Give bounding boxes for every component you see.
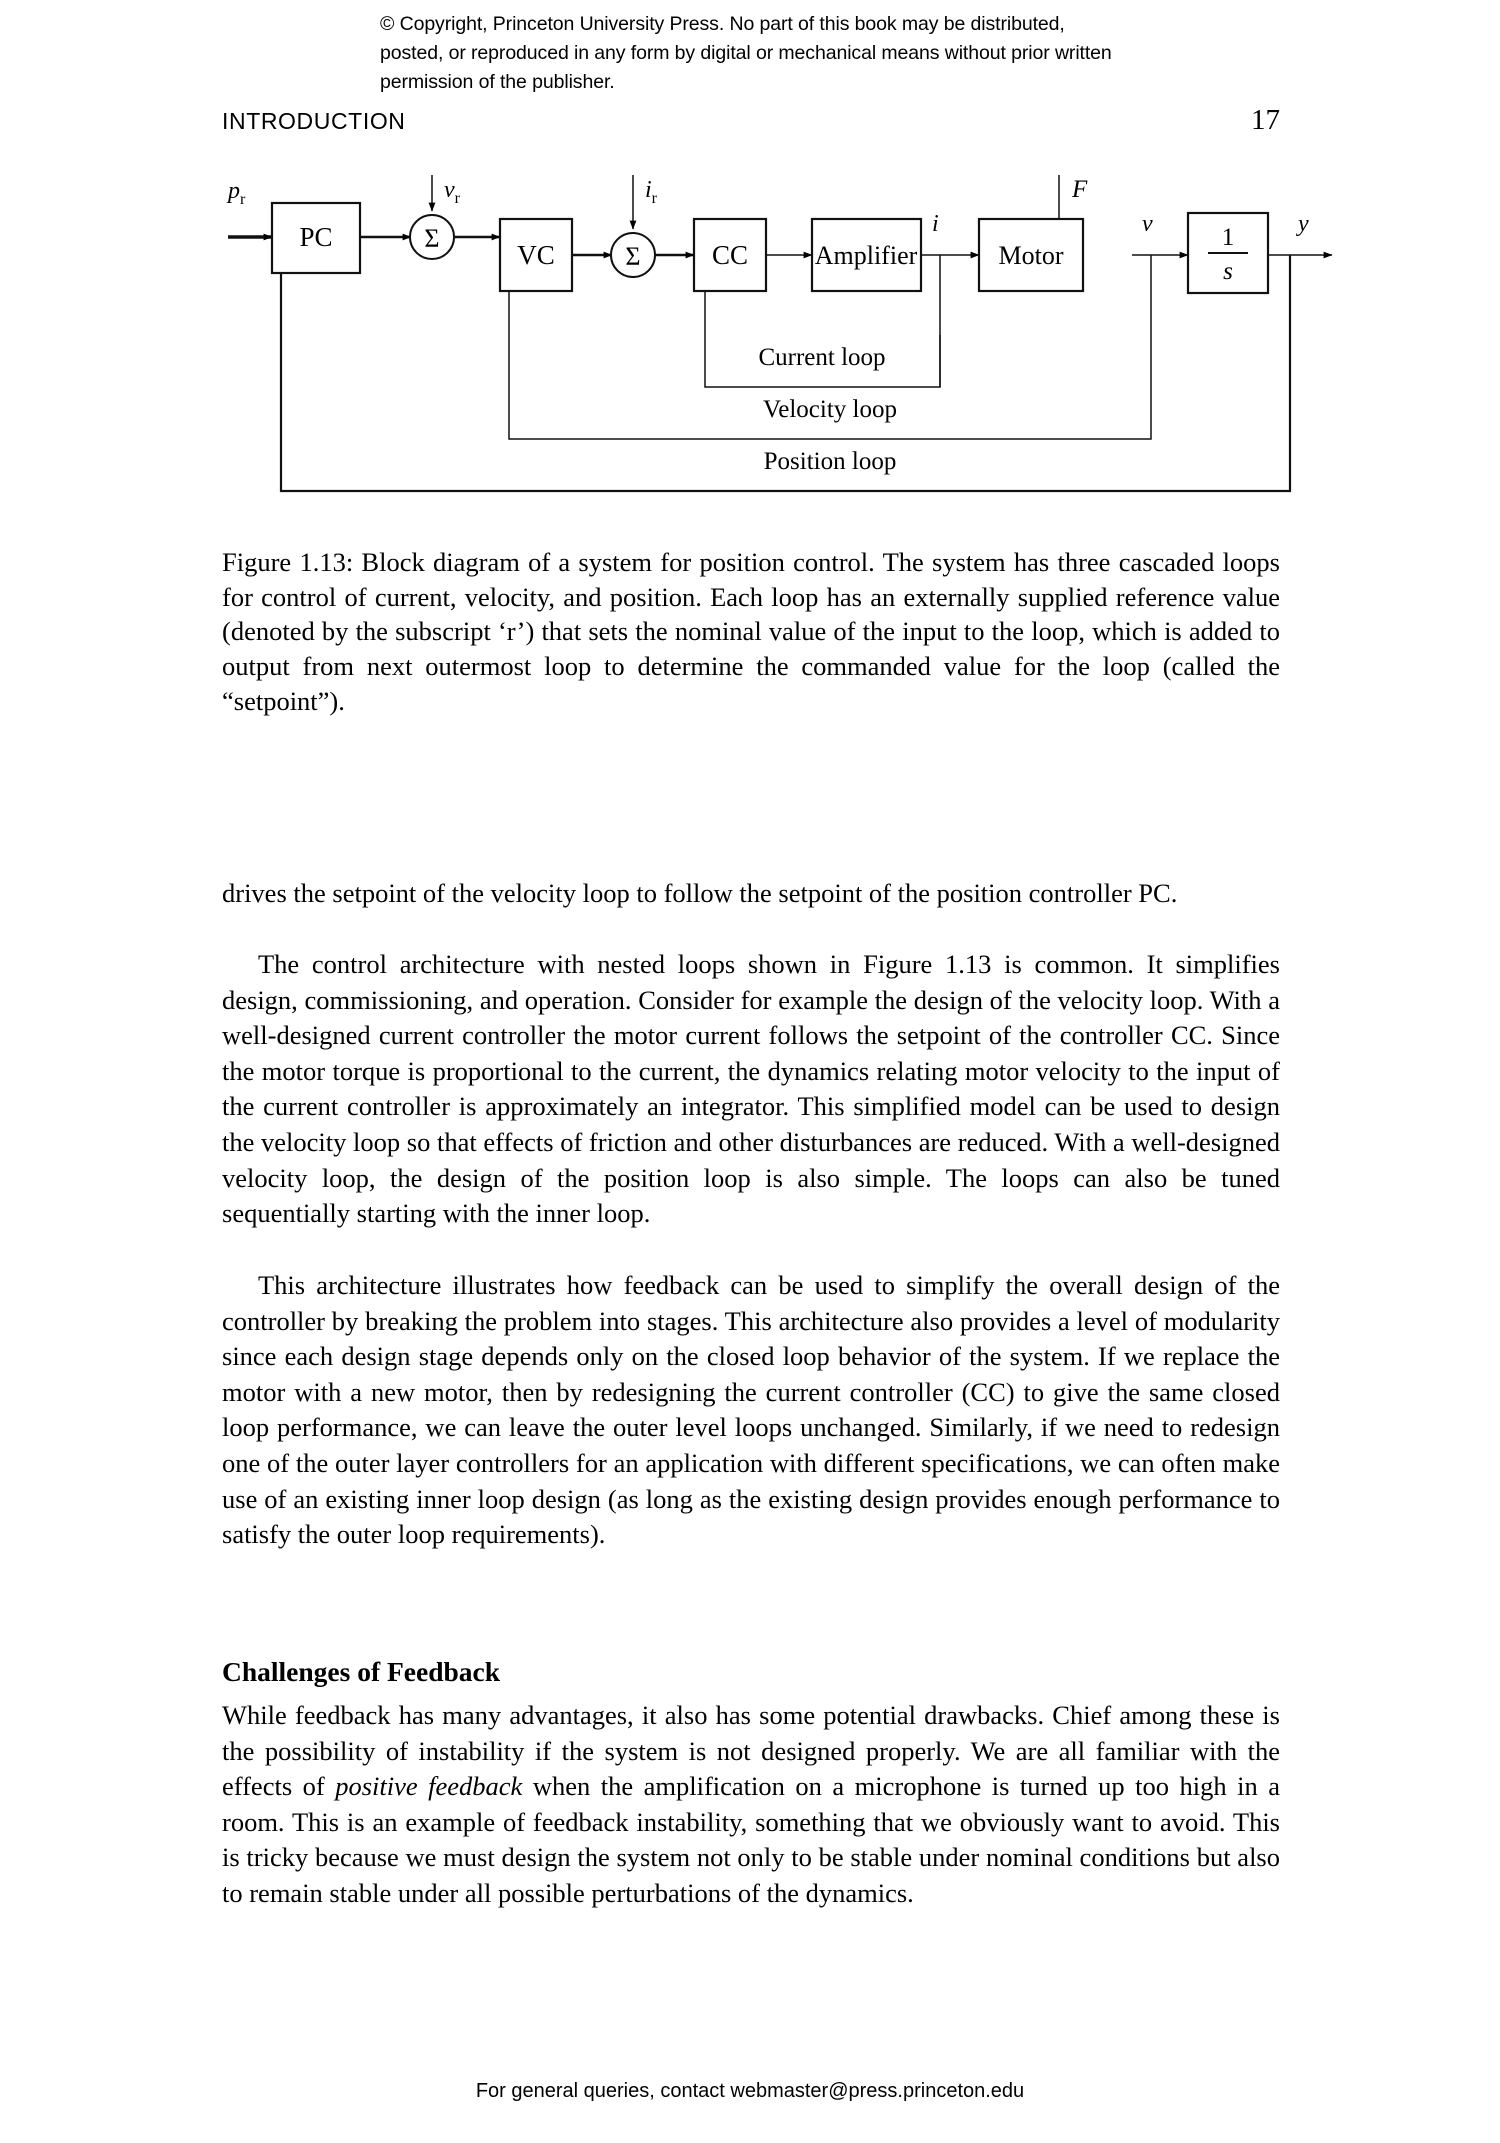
signal-label-velocity-reference: $v_r$	[444, 177, 460, 207]
block-vc	[500, 219, 572, 291]
block-pc-label: PC	[299, 222, 333, 252]
block-integrator	[1188, 213, 1268, 293]
paragraph-text: The control architecture with nested loops shown in Figure 1.13 is common. It simplifies design, commissioning, and operation. Consider for example the design of the velocity loop. With a well-designed current controller the motor current follows the setpoint of the controller CC. Since the motor torque is proportional to the current, the dynamics relating motor velocity to the input of the current controller is approximately an integrator. This simplified model can be used to design the velocity loop so that effects of friction and other disturbances are reduced. With a well-designed velocity loop, the design of the position loop is also simple. The loops can also be tuned sequentially starting with the inner loop.	[222, 949, 1280, 1229]
integrator-numerator: 1	[1221, 224, 1235, 251]
loop-label-position: Position loop	[763, 448, 897, 475]
footer-queries-notice: For general queries, contact webmaster@press.princeton.edu	[475, 2080, 1025, 2102]
signal-label-disturbance-force: F	[1072, 176, 1088, 203]
signal-label-output: y	[1298, 211, 1309, 237]
integrator-denominator: s	[1223, 258, 1233, 285]
block-vc-label: VC	[517, 240, 555, 270]
block-pc	[272, 203, 360, 273]
body-paragraph-1	[222, 876, 1280, 912]
loop-label-velocity: Velocity loop	[762, 396, 898, 423]
block-cc-label: CC	[711, 240, 749, 270]
paragraph-text-part-1: While feedback has many advantages, it also has some potential drawbacks. Chief among these is the possibility of instability if the system is not designed properly. We are all familiar with the effects of	[222, 1700, 1280, 1802]
block-motor	[979, 219, 1083, 291]
figure-caption: Figure 1.13: Block diagram of a system for position control. The system has three cascaded loops for control of current, velocity, and position. Each loop has an externally supplied reference value (denoted by the subscript ‘r’) that sets the nominal value of the input to the loop, which is added to output from next outermost loop to determine the commanded value for the loop (called the “setpoint”).	[222, 547, 1280, 716]
paragraph-text: drives the setpoint of the velocity loop to follow the setpoint of the position controller PC.	[222, 878, 1178, 908]
body-paragraph-4	[222, 1698, 1280, 1912]
copyright-notice: © Copyright, Princeton University Press. No part of this book may be distributed, posted, or reproduced in any form by digital or mechanical means without prior written permission of the publisher.	[380, 13, 1112, 93]
running-head-title: INTRODUCTION	[222, 108, 406, 134]
block-motor-label: Motor	[998, 241, 1064, 270]
sum-junction-velocity-symbol: Σ	[424, 224, 440, 253]
page-number: 17	[1251, 104, 1280, 136]
section-heading-challenges-of-feedback: Challenges of Feedback	[222, 1656, 501, 1687]
block-amplifier	[812, 219, 921, 291]
block-cc	[694, 219, 766, 291]
signal-label-velocity: v	[1142, 211, 1153, 237]
running-head	[222, 104, 1280, 137]
emphasis-positive-feedback: positive feedback	[335, 1771, 523, 1802]
sum-junction-current	[611, 233, 655, 277]
paragraph-text: This architecture illustrates how feedback can be used to simplify the overall design of the controller by breaking the problem into stages. This architecture also provides a level of modularity since each design stage depends only on the closed loop behavior of the system. If we replace the motor with a new motor, then by redesigning the current controller (CC) to give the same closed loop performance, we can leave the outer level loops unchanged. Similarly, if we need to redesign one of the outer layer controllers for an application with different specifications, we can often make use of an existing inner loop design (as long as the existing design provides enough performance to satisfy the outer loop requirements).	[222, 1270, 1280, 1550]
body-paragraph-3	[222, 1268, 1280, 1553]
sum-junction-velocity	[410, 215, 454, 259]
signal-label-current: i	[932, 211, 939, 237]
diagram-wires	[228, 175, 1332, 491]
paragraph-text	[222, 1698, 1280, 1912]
figure-1-13-block-diagram	[0, 175, 1500, 535]
body-paragraph-2	[222, 947, 1280, 1232]
loop-label-current: Current loop	[758, 344, 886, 371]
signal-label-position-reference: $p_r$	[228, 178, 246, 208]
paragraph-text-part-2: when the amplification on a microphone is turned up too high in a room. This is an example of feedback instability, something that we obviously want to avoid. This is tricky because we must design the system not only to be stable under nominal conditions but also to remain stable under all possible perturbations of the dynamics.	[222, 1771, 1280, 1908]
block-amplifier-label: Amplifier	[814, 241, 918, 270]
block-diagram-svg	[0, 175, 1500, 535]
signal-label-current-reference: $i_r$	[645, 177, 657, 207]
sum-junction-current-symbol: Σ	[625, 242, 641, 271]
